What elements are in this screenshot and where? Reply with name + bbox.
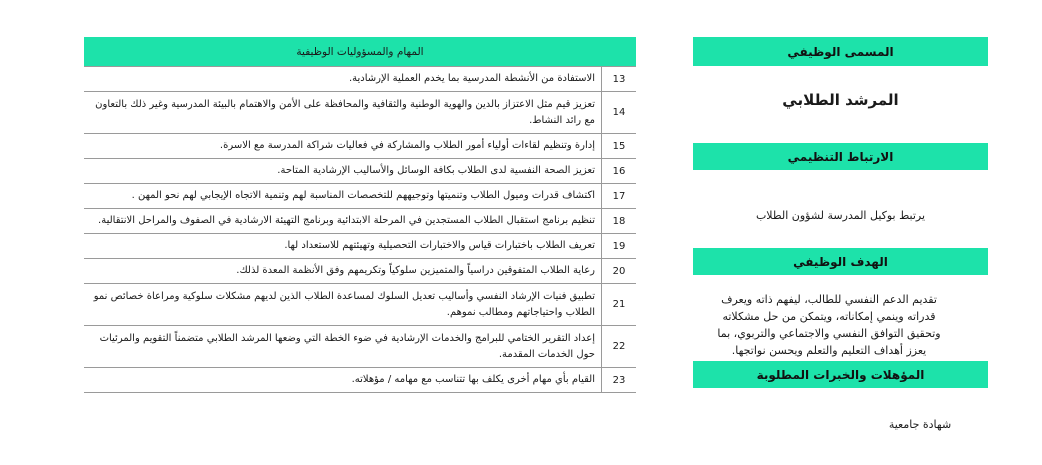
row-number: 21 — [602, 284, 637, 326]
row-number: 23 — [602, 368, 637, 393]
job-title: المرشد الطلابي — [782, 91, 899, 109]
table-row — [84, 259, 636, 284]
responsibilities-table — [84, 37, 636, 393]
table-row — [84, 134, 636, 159]
row-text: الاستفادة من الأنشطة المدرسية بما يخدم العملية الإرشادية. — [84, 67, 602, 92]
qualifications-header: المؤهلات والخبرات المطلوبة — [693, 361, 988, 388]
table-row — [84, 209, 636, 234]
table-row — [84, 234, 636, 259]
table-row — [84, 92, 636, 134]
qualifications-text: شهادة جامعية — [888, 418, 952, 431]
row-text: القيام بأي مهام أخرى يكلف بها تتناسب مع مهامه / مؤهلاته. — [84, 368, 602, 393]
row-number: 20 — [602, 259, 637, 284]
row-number: 22 — [602, 326, 637, 368]
org-link-text: يرتبط بوكيل المدرسة لشؤون الطلاب — [755, 209, 926, 222]
row-text: رعاية الطلاب المتفوقين دراسياً والمتميزين سلوكياً وتكريمهم وفق الأنظمة المعدة لذلك. — [84, 259, 602, 284]
row-text: تنظيم برنامج استقبال الطلاب المستجدين في المرحلة الابتدائية وبرنامج التهيئة الارشادية في الصفوف والمراحل الانتقالية. — [84, 209, 602, 234]
row-text: اكتشاف قدرات وميول الطلاب وتنميتها وتوجيههم للتخصصات المناسبة لهم وتنمية الاتجاه الإيجابي لهم نحو المهن . — [84, 184, 602, 209]
row-number: 18 — [602, 209, 637, 234]
row-number: 16 — [602, 159, 637, 184]
table-row — [84, 159, 636, 184]
row-text: تطبيق فنيات الإرشاد النفسي وأساليب تعديل السلوك لمساعدة الطلاب الذين لديهم مشكلات سلوكية ومراعاة خصائص نمو الطلاب واحتياجاتهم ومطالب نموهم. — [84, 284, 602, 326]
table-row — [84, 184, 636, 209]
table-row — [84, 368, 636, 393]
row-text: إدارة وتنظيم لقاءات أولياء أمور الطلاب والمشاركة في فعاليات شراكة المدرسة مع الاسرة. — [84, 134, 602, 159]
row-number: 17 — [602, 184, 637, 209]
row-text: تعزيز الصحة النفسية لدى الطلاب بكافة الوسائل والأساليب الإرشادية المتاحة. — [84, 159, 602, 184]
table-row — [84, 67, 636, 92]
row-text: تعريف الطلاب باختبارات قياس والاختبارات التحصيلية وتهيئتهم للاستعداد لها. — [84, 234, 602, 259]
table-row — [84, 284, 636, 326]
table-row — [84, 326, 636, 368]
goal-text: تقديم الدعم النفسي للطالب، ليفهم ذاته ويعرف قدراته وينمي إمكاناته، ويتمكن من حل مشكلاته وتحقيق التوافق النفسي والاجتماعي والتربوي، بما يعزز أهداف التعليم والتعلم ويحسن نواتجها. — [717, 293, 941, 357]
row-number: 14 — [602, 92, 637, 134]
row-text: تعزيز قيم مثل الاعتزاز بالدين والهوية الوطنية والثقافية والمحافظة على الأمن والاهتمام بالبيئة المدرسية وغير ذلك بالتعاون مع رائد النشاط. — [84, 92, 602, 134]
goal-header: الهدف الوظيفي — [693, 248, 988, 275]
row-text: إعداد التقرير الختامي للبرامج والخدمات الإرشادية في ضوء الخطة التي وضعها المرشد الطلابي متضمناً التقويم والمرئيات حول الخدمات المقدمة. — [84, 326, 602, 368]
row-number: 13 — [602, 67, 637, 92]
row-number: 15 — [602, 134, 637, 159]
row-number: 19 — [602, 234, 637, 259]
job-title-header: المسمى الوظيفي — [693, 37, 988, 66]
table-header: المهام والمسؤوليات الوظيفية — [84, 37, 636, 67]
org-link-header: الارتباط التنظيمي — [693, 143, 988, 170]
